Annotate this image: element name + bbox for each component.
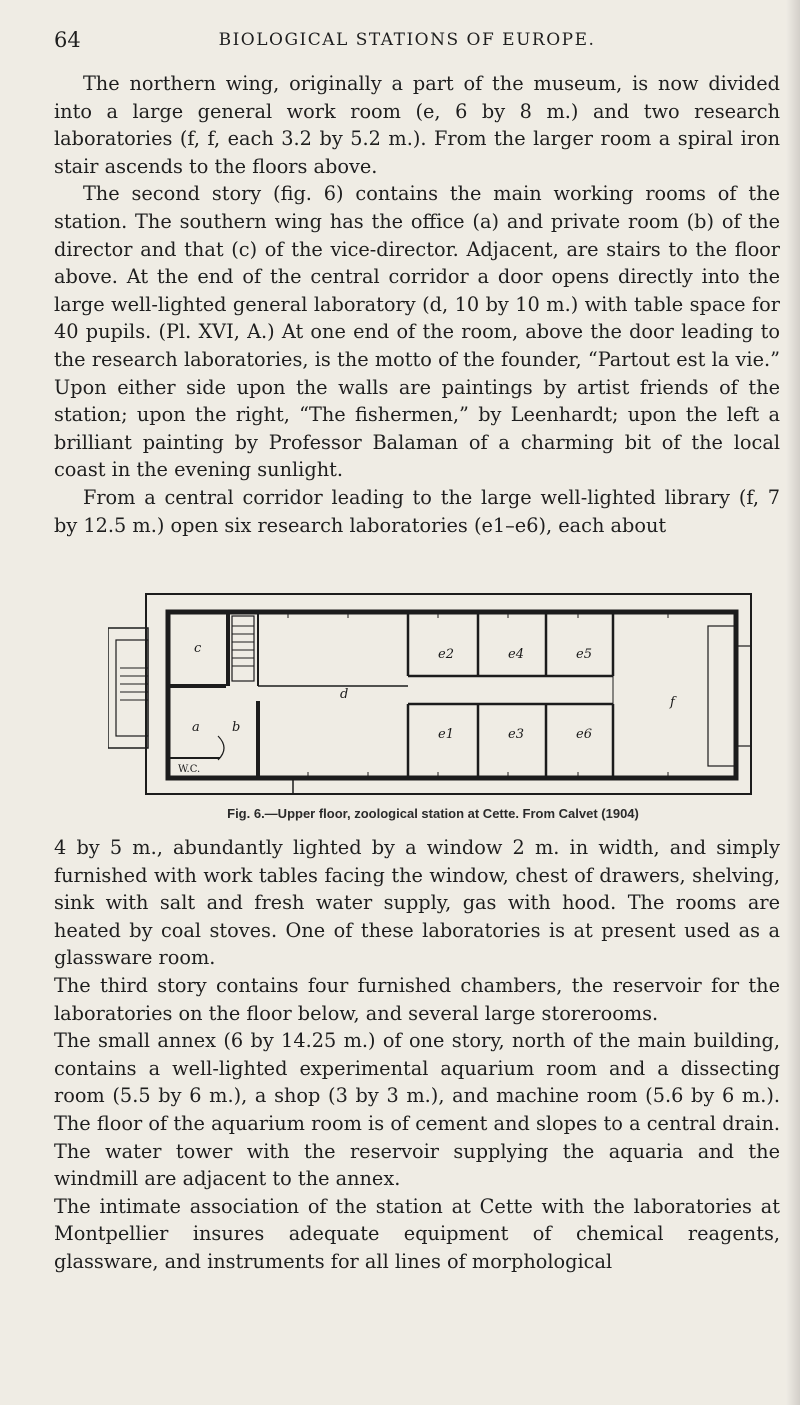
plan-label-e5: e5 (576, 647, 592, 662)
plan-label-e3: e3 (508, 727, 524, 742)
running-head: BIOLOGICAL STATIONS OF EUROPE. (218, 30, 596, 50)
plan-label-d: d (340, 687, 349, 702)
plan-label-e6: e6 (576, 727, 592, 742)
plan-label-e4: e4 (508, 647, 524, 662)
plan-label-f: f (670, 695, 675, 710)
paragraph: The intimate association of the station at Cette with the laboratories at Montpellier insures adequate equipment of chemical reagents, glassware, and instruments for all lines of morphological (54, 1194, 780, 1273)
plan-label-b: b (232, 720, 241, 735)
page-header (54, 28, 760, 56)
plan-label-c: c (194, 641, 202, 656)
paragraph: From a central corridor leading to the large well-lighted library (f, 7 by 12.5 m.) open six research laboratories (e1–e6), each about (54, 485, 780, 537)
floor-plan-figure (108, 586, 758, 836)
plan-label-e2: e2 (438, 647, 454, 662)
paragraph: The third story contains four furnished chambers, the reservoir for the laboratories on the floor below, and several large storerooms. (54, 973, 780, 1025)
paragraph: The northern wing, originally a part of the museum, is now divided into a large general work room (e, 6 by 8 m.) and two research laboratories (f, f, each 3.2 by 5.2 m.). From the larger room a spiral iron stair ascends to the floors above. (54, 72, 780, 178)
page-edge-shadow (786, 0, 800, 1405)
page-number: 64 (54, 28, 81, 52)
plan-label-a: a (192, 720, 200, 735)
figure-caption: Fig. 6.—Upper floor, zoological station at Cette. From Calvet (1904) (227, 806, 639, 821)
body-text-top (54, 70, 780, 539)
body-text-bottom (54, 834, 780, 1276)
plan-label-e1: e1 (438, 727, 454, 742)
paragraph: The second story (fig. 6) contains the main working rooms of the station. The southern wing has the office (a) and private room (b) of the director and that (c) of the vice-director. Adjacent, are stairs to the floor above. At the end of the central corridor a door opens directly into the large well-lighted general laboratory (d, 10 by 10 m.) with table space for 40 pupils. (Pl. XVI, A.) At one end of the room, above the door leading to the research laboratories, is the motto of the founder, “Partout est la vie.” Upon either side upon the walls are paintings by artist friends of the station; upon the right, “The fishermen,” by Leenhardt; upon the left a brilliant painting by Professor Balaman of a charming bit of the local coast in the evening sunlight. (54, 182, 780, 482)
paragraph: 4 by 5 m., abundantly lighted by a window 2 m. in width, and simply furnished with work tables facing the window, chest of drawers, shelving, sink with salt and fresh water supply, gas with hood. The rooms are heated by coal stoves. One of these laboratories is at present used as a glassware room. (54, 836, 780, 970)
floor-plan-drawing (108, 586, 758, 801)
paragraph: The small annex (6 by 14.25 m.) of one story, north of the main building, contains a well-lighted experimental aquarium room and a dissecting room (5.5 by 6 m.), a shop (3 by 3 m.), and machine room (5.6 by 6 m.). The floor of the aquarium room is of cement and slopes to a central drain. The water tower with the reservoir supplying the aquaria and the windmill are adjacent to the annex. (54, 1029, 780, 1191)
plan-label-wc: W.C. (178, 764, 201, 775)
